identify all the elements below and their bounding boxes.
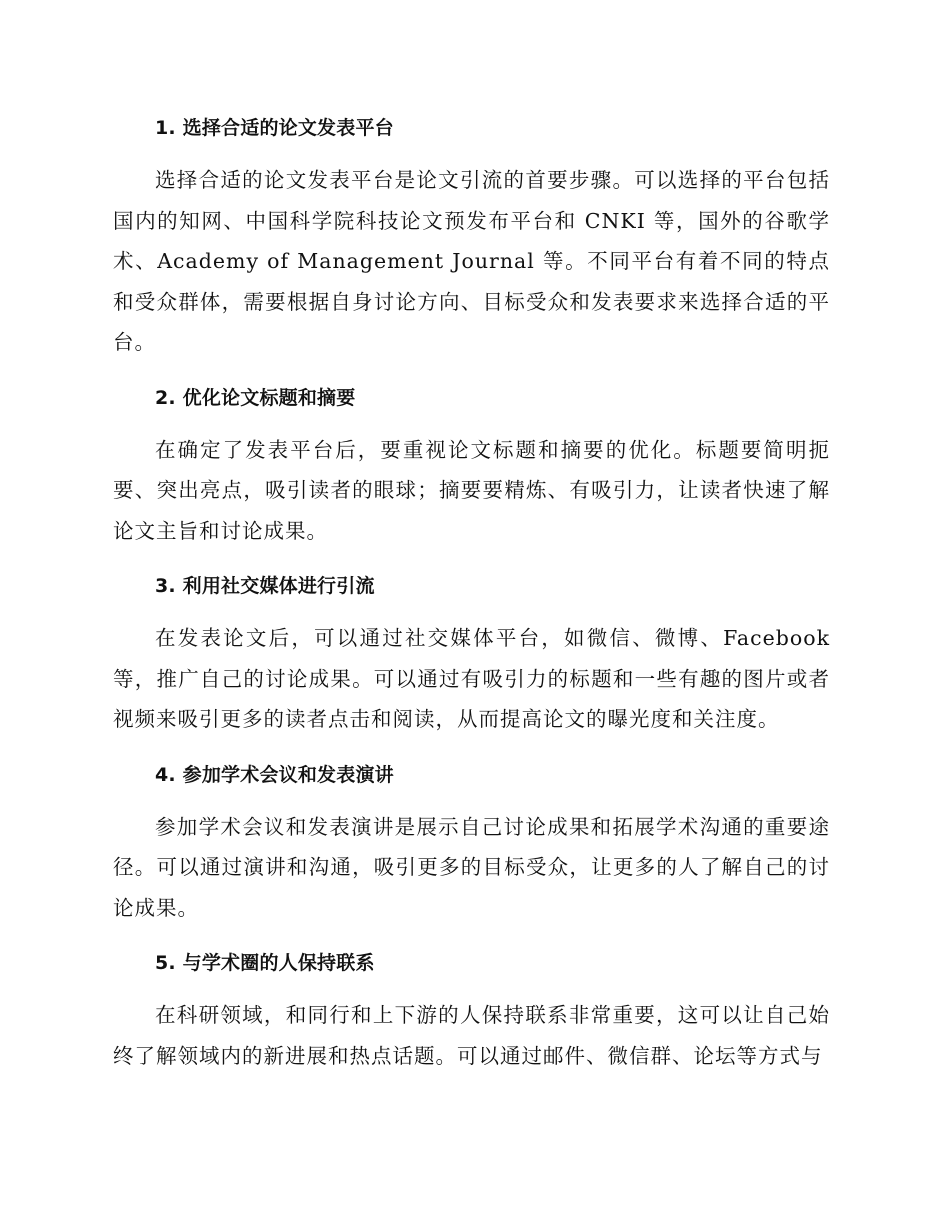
section-5 <box>113 943 830 1076</box>
section-1 <box>113 108 830 363</box>
document-body <box>113 108 830 1091</box>
section-4 <box>113 755 830 929</box>
section-heading: 1. 选择合适的论文发表平台 <box>155 117 394 139</box>
section-3 <box>113 566 830 740</box>
section-paragraph: 在发表论文后，可以通过社交媒体平台，如微信、微博、Facebook 等，推广自己的讨论成果。可以通过有吸引力的标题和一些有趣的图片或者视频来吸引更多的读者点击和阅读，从而提高论文的曝光度和关注度。 <box>113 626 830 731</box>
section-heading: 2. 优化论文标题和摘要 <box>155 386 356 409</box>
section-heading: 3. 利用社交媒体进行引流 <box>155 575 375 597</box>
section-2 <box>113 378 830 552</box>
section-paragraph: 参加学术会议和发表演讲是展示自己讨论成果和拓展学术沟通的重要途径。可以通过演讲和沟通，吸引更多的目标受众，让更多的人了解自己的讨论成果。 <box>113 814 830 920</box>
section-heading: 5. 与学术圈的人保持联系 <box>155 952 375 974</box>
section-paragraph: 在确定了发表平台后，要重视论文标题和摘要的优化。标题要简明扼要、突出亮点，吸引读者的眼球；摘要要精炼、有吸引力，让读者快速了解论文主旨和讨论成果。 <box>113 437 830 543</box>
section-paragraph: 选择合适的论文发表平台是论文引流的首要步骤。可以选择的平台包括国内的知网、中国科学院科技论文预发布平台和 CNKI 等，国外的谷歌学术、Academy of Management Journal 等。不同平台有着不同的特点和受众群体，需要根据自身讨论方向、目标受众和发表要求来选择合适的平台。 <box>113 168 830 354</box>
section-paragraph: 在科研领域，和同行和上下游的人保持联系非常重要，这可以让自己始终了解领域内的新进展和热点话题。可以通过邮件、微信群、论坛等方式与 <box>113 1003 830 1068</box>
section-heading: 4. 参加学术会议和发表演讲 <box>155 763 394 786</box>
